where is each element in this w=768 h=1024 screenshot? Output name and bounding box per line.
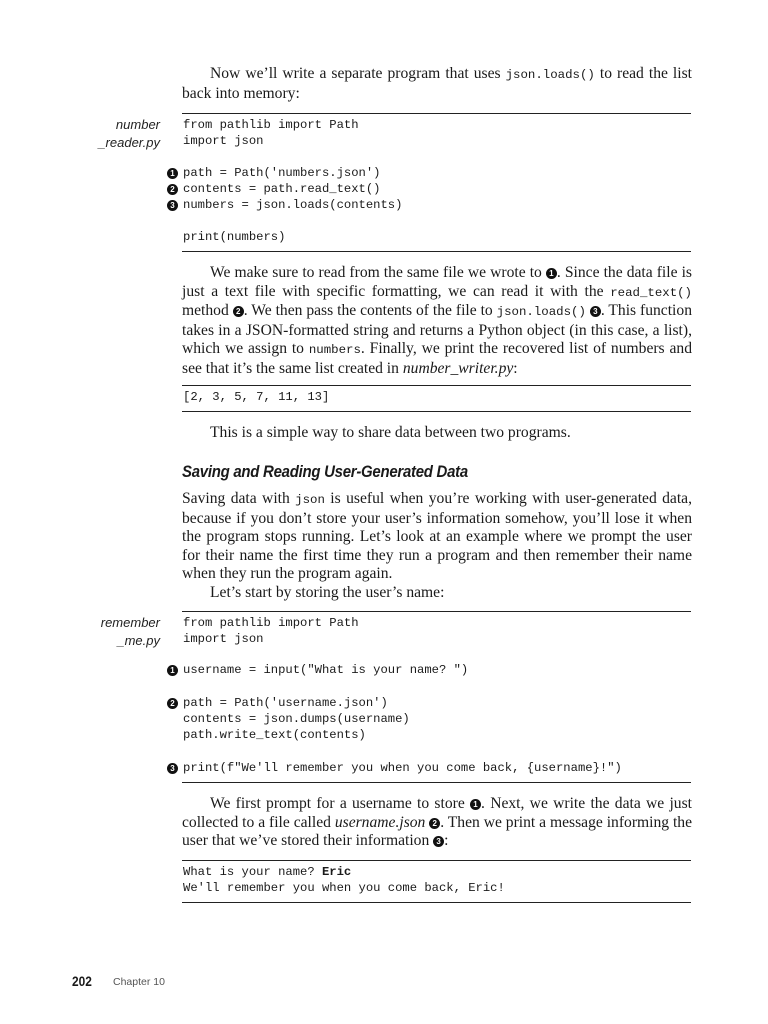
marker-3-icon: 3	[590, 306, 601, 317]
explanation-paragraph: We make sure to read from the same file we wrote to 1 . Since the data file is just a text file with specific formatting, we can read it with the read_text() method 2 . We then pass the contents of the file to json.loads() 3 . This function takes in a JSON-formatted string and returns a Python object (in this case, a list), which we assign to numbers. Finally, we print the recovered list of numbers and see that it’s the same list created in number_writer.py:	[182, 264, 693, 377]
code-line: numbers = json.loads(contents)	[183, 198, 403, 212]
section-heading: Saving and Reading User-Generated Data	[182, 462, 468, 481]
code-line: path = Path('numbers.json')	[183, 166, 381, 180]
code-top-rule	[182, 113, 691, 114]
code-line: import json	[183, 632, 264, 646]
output-line: [2, 3, 5, 7, 11, 13]	[183, 390, 330, 404]
marker-2-icon: 2	[167, 698, 178, 709]
code-bottom-rule	[182, 782, 691, 783]
code-bottom-rule	[182, 251, 691, 252]
code-line: from pathlib import Path	[183, 616, 359, 630]
intro-paragraph: Now we’ll write a separate program that uses json.loads() to read the list back into memory:	[182, 65, 692, 102]
code-line: print(f"We'll remember you when you come back, {username}!")	[183, 761, 622, 775]
marker-1-icon: 1	[546, 268, 557, 279]
code-line: path = Path('username.json')	[183, 696, 388, 710]
output-top-rule	[182, 860, 691, 861]
section-paragraph: Saving data with json is useful when you’re working with user-generated data, because if you don’t store your user’s information somehow, you’ll lose it when the program stops running. Let’s look at an example where we prompt the user for their name the first time they run a program and then remember their name when they run the program again. Let’s start by storing the user’s name:	[182, 490, 692, 601]
output-line: What is your name? Eric	[183, 865, 352, 879]
marker-1-icon: 1	[470, 799, 481, 810]
code-line: import json	[183, 134, 264, 148]
marker-3-icon: 3	[433, 836, 444, 847]
code-line: print(numbers)	[183, 230, 286, 244]
marker-2-icon: 2	[429, 818, 440, 829]
code-line: path.write_text(contents)	[183, 728, 366, 742]
chapter-label: Chapter 10	[113, 976, 165, 988]
code-line: from pathlib import Path	[183, 118, 359, 132]
filename-label: remember _me.py	[100, 615, 160, 648]
marker-1-icon: 1	[167, 168, 178, 179]
marker-1-icon: 1	[167, 665, 178, 676]
code-line: username = input("What is your name? ")	[183, 663, 469, 677]
marker-3-icon: 3	[167, 200, 178, 211]
explanation-paragraph: We first prompt for a username to store 1 . Next, we write the data we just collected to a file called username.json 2 . Then we print a message informing the user that we’ve stored their information 3 :	[182, 795, 693, 850]
output-line: We'll remember you when you come back, Eric!	[183, 881, 505, 895]
output-bottom-rule	[182, 902, 691, 903]
code-top-rule	[182, 611, 691, 612]
code-line: contents = path.read_text()	[183, 182, 381, 196]
body-paragraph: This is a simple way to share data between two programs.	[210, 424, 571, 441]
output-top-rule	[182, 385, 691, 386]
marker-2-icon: 2	[167, 184, 178, 195]
output-bottom-rule	[182, 411, 691, 412]
filename-label: number _reader.py	[98, 117, 160, 150]
marker-2-icon: 2	[233, 306, 244, 317]
page-number: 202	[72, 973, 92, 989]
marker-3-icon: 3	[167, 763, 178, 774]
code-line: contents = json.dumps(username)	[183, 712, 410, 726]
